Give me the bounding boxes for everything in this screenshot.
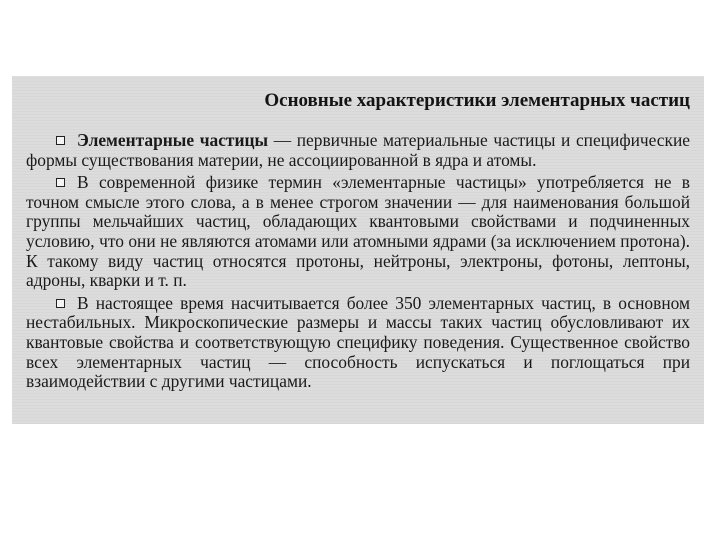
paragraph-count — [26, 294, 690, 392]
checkbox-square-icon — [56, 136, 65, 145]
paragraph-modern-physics — [26, 173, 690, 291]
checkbox-square-icon — [56, 178, 65, 187]
term-elementary-particles: Элементарные частицы — [77, 130, 269, 150]
scanned-page — [12, 76, 704, 424]
paragraph-text: В настоящее время насчитывается более 350 элементарных частиц, в основном нестабильных. Микроскопические размеры и массы таких частиц обусловливают их квантовые свойства и соответствующую специфику поведения. Существенное свойство всех элементарных частиц — способность испускаться и поглощаться при взаимодействии с другими частицами. — [26, 292, 690, 392]
document-body — [26, 131, 690, 395]
paragraph-text: — первичные материальные частицы и специфические формы существования материи, не ассоциированной в ядра и атомы. — [26, 130, 690, 170]
paragraph-text: В современной физике термин «элементарные частицы» употребляется не в точном смысле этого слова, а в менее строгом значении — для наименования большой группы мельчайших частиц, обладающих квантовыми свойствами и подчиненных условию, что они не являются атомами или атомными ядрами (за исключением протона). К такому виду частиц относятся протоны, нейтроны, электроны, фотоны, лептоны, адроны, кварки и т. п. — [26, 172, 690, 291]
document-title: Основные характеристики элементарных частиц — [264, 90, 690, 111]
checkbox-square-icon — [56, 299, 65, 308]
paragraph-definition — [26, 131, 690, 170]
